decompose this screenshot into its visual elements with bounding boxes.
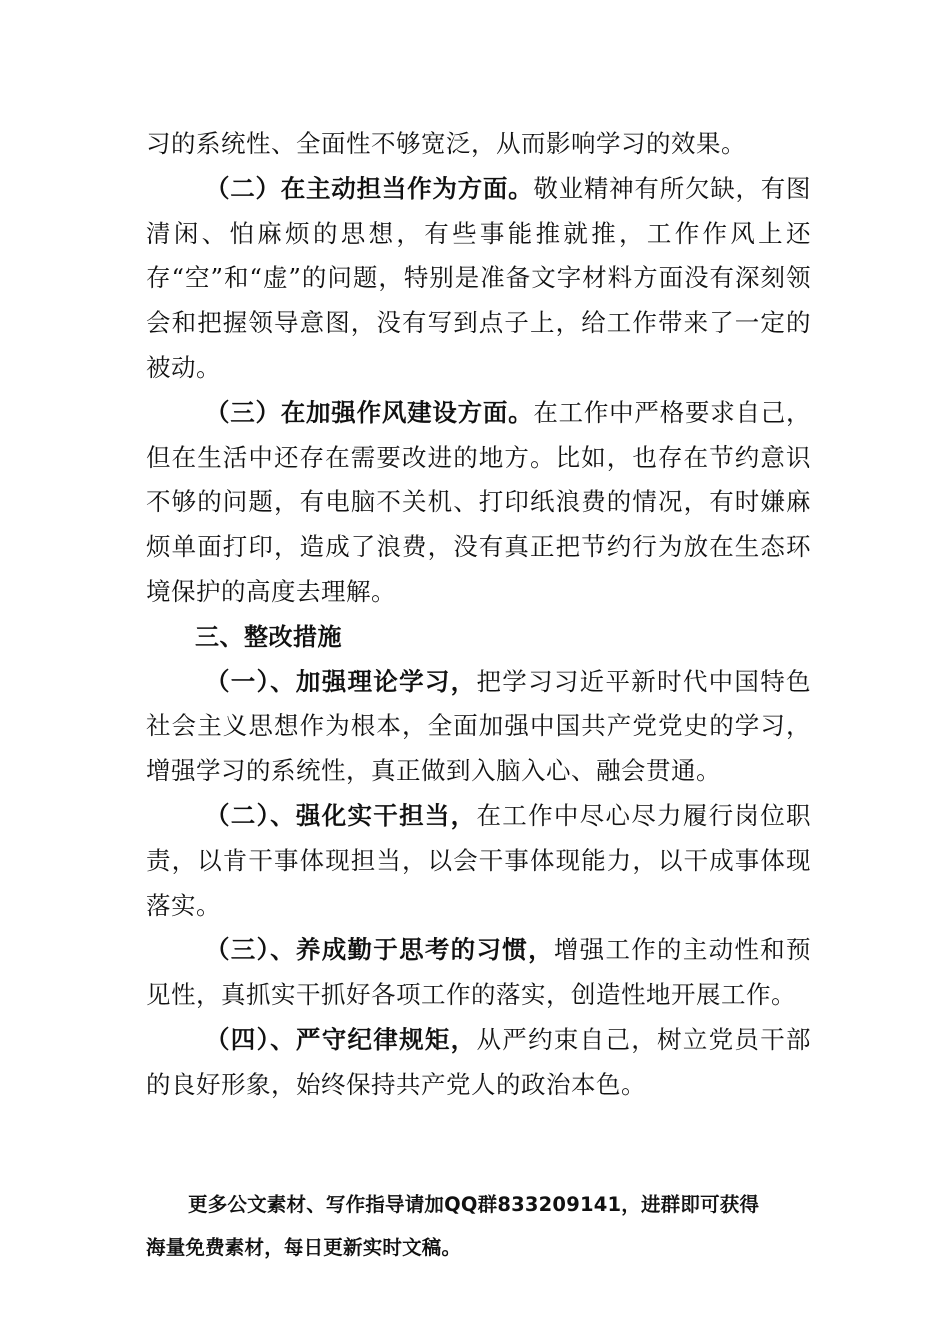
continued-paragraph [146, 122, 811, 167]
paragraph-lead: （一）、加强理论学习， [205, 666, 477, 696]
footer-line: 海量免费素材，每日更新实时文稿。 [146, 1236, 462, 1259]
section-heading: 三、整改措施 [195, 622, 342, 651]
paragraph-lead: （四）、严守纪律规矩， [205, 1024, 477, 1054]
paragraph-text: 把学习习近平新时代中国特色社会主义思想作为根本，全面加强中国共产党党史的学习，增强学习的系统性，真正做到入脑入心、融会贯通。 [146, 666, 812, 786]
paragraph-text: 敬业精神有所欠缺，有图清闲、怕麻烦的思想，有些事能推就推，工作作风上还存“空”和“虚”的问题，特别是准备文字材料方面没有深刻领会和把握领导意图，没有写到点子上，给工作带来了一定的被动。 [146, 173, 811, 382]
paragraph-lead: （三）、养成勤于思考的习惯， [205, 935, 554, 965]
document-body [146, 122, 811, 1108]
paragraph-text: 在工作中严格要求自己，但在生活中还存在需要改进的地方。比如，也存在节约意识不够的问题，有电脑不关机、打印纸浪费的情况，有时嫌麻烦单面打印，造成了浪费，没有真正把节约行为放在生态环境保护的高度去理解。 [146, 397, 811, 606]
footer-line: 更多公文素材、写作指导请加QQ群833209141，进群即可获得 [188, 1193, 760, 1216]
issue-paragraph [146, 167, 811, 391]
paragraph-lead: （二）在主动担当作为方面。 [205, 173, 534, 203]
issue-paragraph [146, 391, 811, 615]
paragraph-lead: （三）在加强作风建设方面。 [205, 397, 534, 427]
paragraph-text: 习的系统性、全面性不够宽泛，从而影响学习的效果。 [146, 129, 746, 158]
measure-paragraph [146, 928, 811, 1018]
paragraph-text: 增强工作的主动性和预见性，真抓实干抓好各项工作的落实，创造性地开展工作。 [146, 935, 811, 1010]
measure-paragraph [146, 1018, 811, 1108]
promo-footer [146, 1183, 811, 1269]
paragraph-text: 在工作中尽心尽力履行岗位职责，以肯干事体现担当，以会干事体现能力，以干成事体现落实。 [146, 800, 812, 920]
measure-paragraph [146, 794, 811, 928]
paragraph-lead: （二）、强化实干担当， [205, 800, 477, 830]
measure-paragraph [146, 660, 811, 794]
paragraph-text: 从严约束自己，树立党员干部的良好形象，始终保持共产党人的政治本色。 [146, 1024, 812, 1099]
